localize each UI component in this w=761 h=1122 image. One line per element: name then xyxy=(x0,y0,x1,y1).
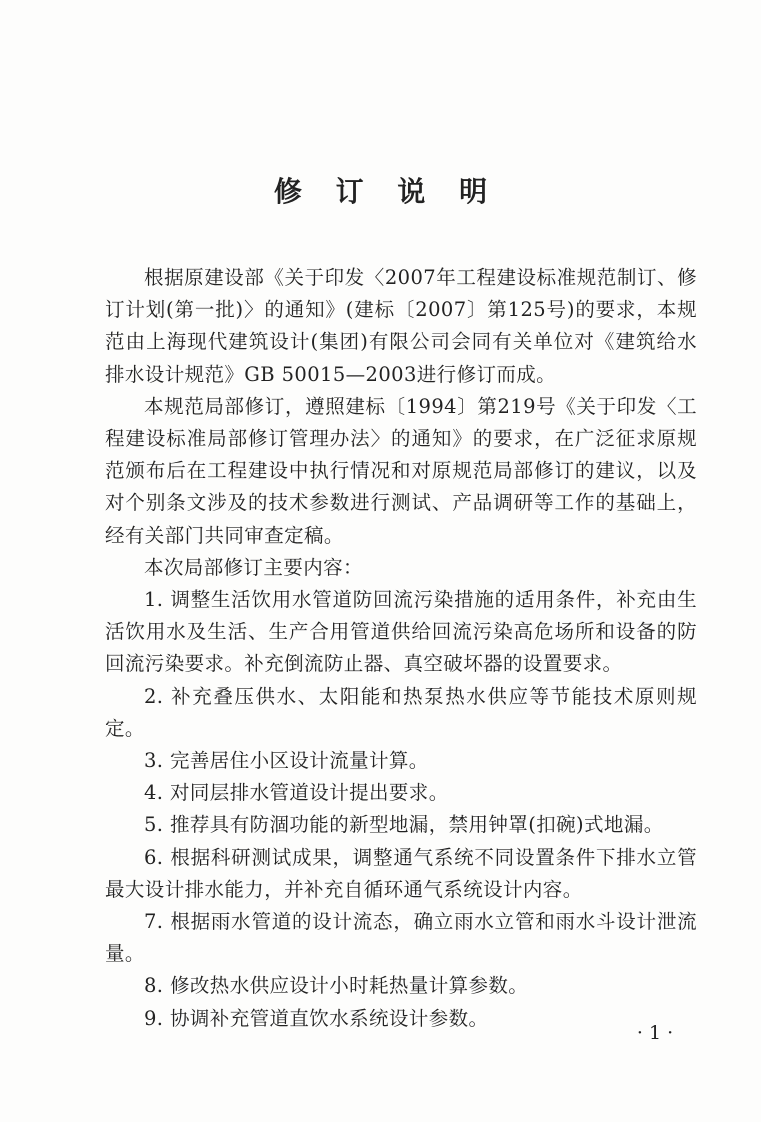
paragraph-contents-intro: 本次局部修订主要内容： xyxy=(144,555,363,579)
body-text xyxy=(105,262,697,1035)
paragraph-revision-basis: 本规范局部修订，遵照建标〔1994〕第219号《关于印发〈工程建设标准局部修订管理办法〉的通知》的要求，在广泛征求原规范颁布后在工程建设中执行情况和对原规范局部修订的建议，以及对个别条文涉及的技术参数进行测试、产品调研等工作的基础上，经有关部门共同审查定稿。 xyxy=(105,394,697,547)
list-item: 5. 推荐具有防涸功能的新型地漏，禁用钟罩(扣碗)式地漏。 xyxy=(144,813,664,837)
list-item: 4. 对同层排水管道设计提出要求。 xyxy=(144,781,449,805)
list-item: 8. 修改热水供应设计小时耗热量计算参数。 xyxy=(144,974,529,998)
list-item: 6. 根据科研测试成果，调整通气系统不同设置条件下排水立管最大设计排水能力，并补充自循环通气系统设计内容。 xyxy=(105,845,697,901)
list-item: 2. 补充叠压供水、太阳能和热泵热水供应等节能技术原则规定。 xyxy=(105,684,697,740)
list-item: 3. 完善居住小区设计流量计算。 xyxy=(144,749,429,773)
page-number: · 1 · xyxy=(636,1022,674,1044)
paragraph-background: 根据原建设部《关于印发〈2007年工程建设标准规范制订、修订计划(第一批)〉的通知》(建标〔2007〕第125号)的要求，本规范由上海现代建筑设计(集团)有限公司会同有关单位对《建筑给水排水设计规范》GB 50015—2003进行修订而成。 xyxy=(105,266,697,386)
list-item: 9. 协调补充管道直饮水系统设计参数。 xyxy=(144,1006,489,1030)
page-title: 修 订 说 明 xyxy=(273,175,500,208)
list-item: 7. 根据雨水管道的设计流态，确立雨水立管和雨水斗设计泄流量。 xyxy=(105,910,697,966)
list-item: 1. 调整生活饮用水管道防回流污染措施的适用条件，补充由生活饮用水及生活、生产合用管道供给回流污染高危场所和设备的防回流污染要求。补充倒流防止器、真空破坏器的设置要求。 xyxy=(105,588,697,676)
